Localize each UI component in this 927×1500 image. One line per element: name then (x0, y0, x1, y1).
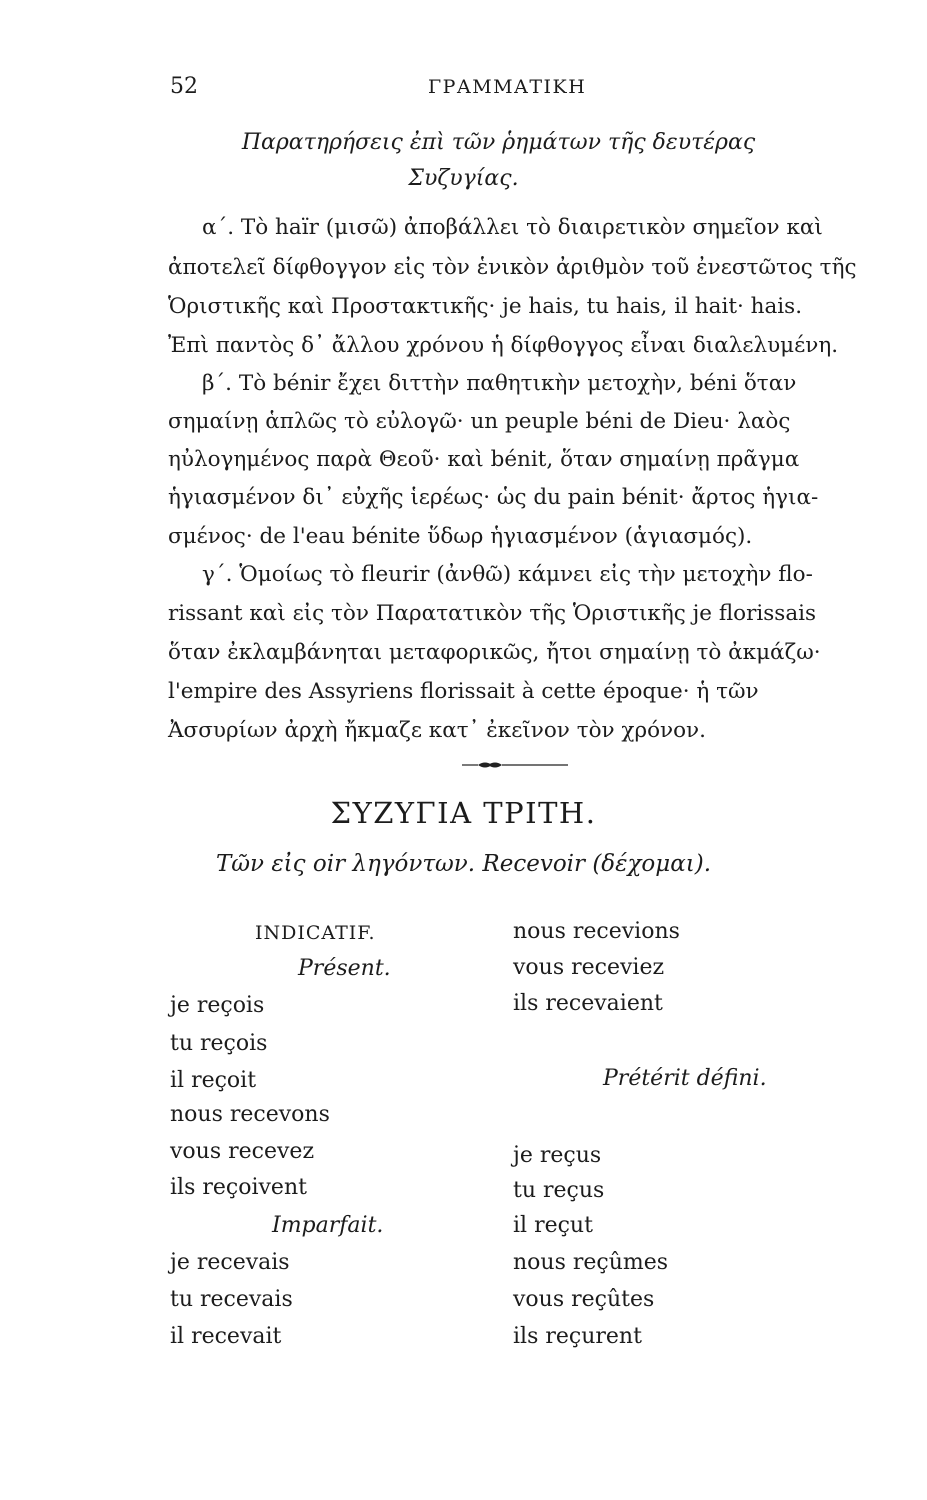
note-line: Ἀσσυρίων ἀρχὴ ἤκμαζε κατ᾿ ἐκεῖνον τὸν χρόνον. (168, 718, 706, 743)
verb-form: tu reçois (170, 1031, 268, 1056)
conjugation-title: ΣΥΖΥΓΙΑ ΤΡΙΤΗ. (330, 796, 597, 830)
note-line: σημαίνῃ ἁπλῶς τὸ εὐλογῶ· un peuple béni de Dieu· λαὸς (168, 409, 791, 434)
note-line: Ἐπὶ παντὸς δ᾿ ἄλλου χρόνου ἡ δίφθογγος εἶναι διαλελυμένη. (168, 333, 839, 358)
running-title: ΓΡΑΜΜΑΤΙΚΗ (428, 76, 587, 98)
verb-form: il reçoit (170, 1068, 257, 1093)
note-line: l'empire des Assyriens florissait à cette époque· ἡ τῶν (168, 679, 759, 704)
notes-title-line-2: Συζυγίας. (408, 166, 519, 191)
tense-label-past-definite: Prétérit défini. (603, 1066, 767, 1091)
section-ornament (400, 758, 570, 772)
verb-form: nous recevons (170, 1102, 330, 1127)
verb-form: vous receviez (513, 955, 665, 980)
tense-label-imperfect: Imparfait. (272, 1213, 384, 1238)
mood-label: INDICATIF. (255, 922, 376, 944)
note-line: γ΄. Ὁμοίως τὸ fleurir (ἀνθῶ) κάμνει εἰς τὴν μετοχὴν flo- (202, 562, 813, 587)
note-line: σμένος· de l'eau bénite ὕδωρ ἡγιασμένον (ἁγιασμός). (168, 524, 753, 549)
note-line: ἀποτελεῖ δίφθογγον εἰς τὸν ἑνικὸν ἀριθμὸν τοῦ ἐνεστῶτος τῆς (168, 255, 857, 280)
verb-form: vous reçûtes (513, 1287, 655, 1312)
note-line: rissant καὶ εἰς τὸν Παρατατικὸν τῆς Ὁριστικῆς je florissais (168, 601, 817, 626)
note-line: ηὐλογημένος παρὰ Θεοῦ· καὶ bénit, ὅταν σημαίνῃ πρᾶγμα (168, 447, 800, 472)
verb-form: nous reçûmes (513, 1250, 669, 1275)
note-line: β΄. Τὸ bénir ἔχει διττὴν παθητικὴν μετοχὴν, béni ὅταν (202, 371, 797, 396)
verb-form: tu recevais (170, 1287, 293, 1312)
verb-form: il reçut (513, 1213, 593, 1238)
verb-form: je reçois (170, 993, 265, 1018)
note-line: α΄. Τὸ haïr (μισῶ) ἀποβάλλει τὸ διαιρετικὸν σημεῖον καὶ (202, 215, 823, 240)
verb-form: ils reçoivent (170, 1175, 307, 1200)
verb-form: je reçus (513, 1143, 602, 1168)
page-number: 52 (170, 74, 198, 99)
verb-form: ils reçurent (513, 1324, 642, 1349)
notes-title-line-1: Παρατηρήσεις ἐπὶ τῶν ῥημάτων τῆς δευτέρας (241, 130, 756, 155)
tense-label-present: Présent. (298, 956, 391, 981)
verb-form: ils recevaient (513, 991, 663, 1016)
note-line: Ὁριστικῆς καὶ Προστακτικῆς· je hais, tu hais, il hait· hais. (168, 294, 803, 319)
verb-form: tu reçus (513, 1178, 605, 1203)
verb-form: nous recevions (513, 919, 680, 944)
verb-form: je recevais (170, 1250, 290, 1275)
note-line: ἡγιασμένον δι᾿ εὐχῆς ἱερέως· ὡς du pain bénit· ἄρτος ἡγια- (168, 485, 819, 510)
verb-form: vous recevez (170, 1139, 315, 1164)
note-line: ὅταν ἐκλαμβάνηται μεταφορικῶς, ἤτοι σημαίνῃ τὸ ἀκμάζω· (168, 640, 821, 665)
verb-form: il recevait (170, 1324, 282, 1349)
conjugation-subtitle: Τῶν εἰς oir ληγόντων. Recevoir (δέχομαι). (215, 851, 712, 877)
